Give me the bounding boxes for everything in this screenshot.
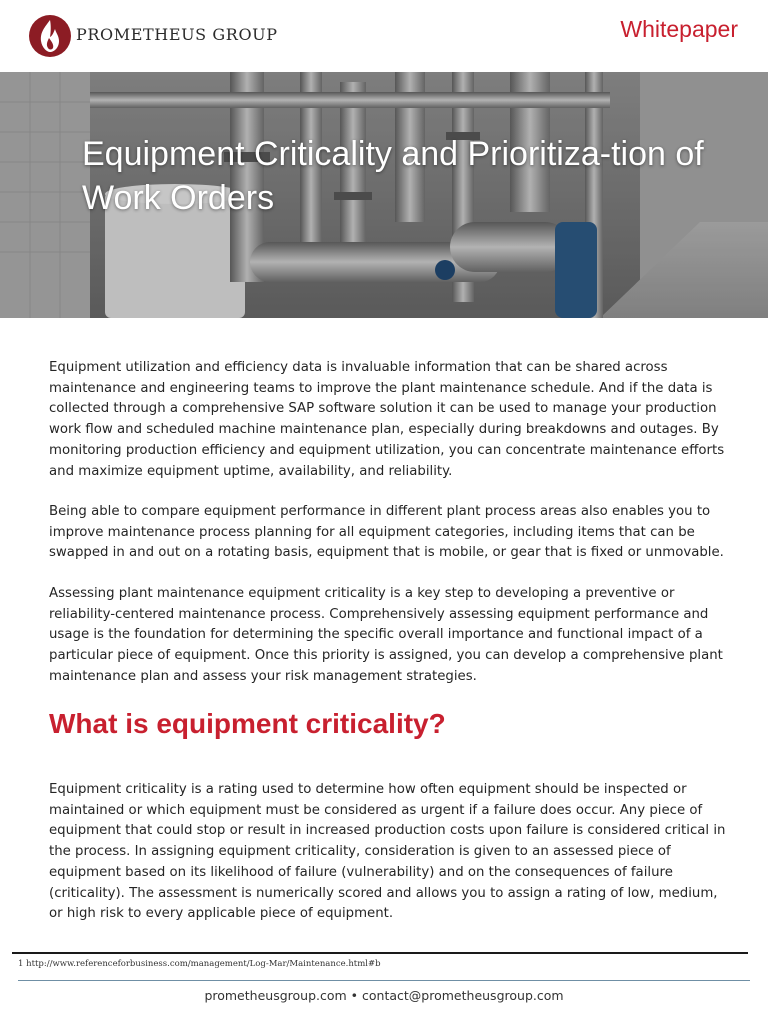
page-footer bbox=[0, 988, 768, 1003]
paragraph-equipment-utilization: Equipment utilization and efficiency data is invaluable information that can be shared across maintenance and engineering teams to improve the plant maintenance schedule. And if the data is collected through a comprehensive SAP software solution it can be used to manage your production work flow and scheduled machine maintenance plan, especially during breakdowns and outages. By monitoring production efficiency and equipment utilization, you can concentrate maintenance efforts and maximize equipment uptime, availability, and reliability. bbox=[49, 360, 725, 479]
footnote-reference: 1 http://www.referenceforbusiness.com/management/Log-Mar/Maintenance.html#b bbox=[18, 959, 381, 969]
page-header bbox=[0, 0, 768, 72]
brand-name: PROMETHEUS GROUP bbox=[76, 25, 278, 44]
website-link[interactable]: prometheusgroup.com bbox=[204, 988, 347, 1003]
hero-banner bbox=[0, 72, 768, 318]
document-type-label: Whitepaper bbox=[620, 16, 738, 42]
section-heading-equipment-criticality: What is equipment criticality? bbox=[49, 708, 446, 739]
paragraph-assessing-criticality: Assessing plant maintenance equipment criticality is a key step to developing a preventive or reliability-centered maintenance process. Comprehensively assessing equipment performance and usage is the foundation for determining the specific overall importance and functional impact of a particular piece of equipment. Once this priority is assigned, you can develop a comprehensive plant maintenance plan and assess your risk management strategies. bbox=[49, 586, 723, 684]
document-title: Equipment Criticality and Prioritiza-tion of Work Orders bbox=[82, 135, 704, 217]
paragraph-criticality-definition: Equipment criticality is a rating used to determine how often equipment should be inspected or maintained or which equipment must be considered as urgent if a failure does occur. Any piece of equipment that could stop or result in increased production costs upon failure is considered critical in the process. In assigning equipment criticality, consideration is given to an assessed piece of equipment based on its likelihood of failure (vulnerability) and on the consequences of failure (criticality). The assessment is numerically scored and allows you to assign a rating of low, medium, or high risk to every applicable piece of equipment. bbox=[49, 782, 726, 922]
contact-email-link[interactable]: contact@prometheusgroup.com bbox=[362, 988, 564, 1003]
footer-separator: • bbox=[350, 988, 359, 1003]
footer-divider bbox=[18, 980, 750, 981]
paragraph-compare-performance: Being able to compare equipment performance in different plant process areas also enables you to improve maintenance process planning for all equipment categories, including items that can be swapped in and out on a rotating basis, equipment that is mobile, or gear that is fixed or unmovable. bbox=[49, 504, 724, 561]
footnote-divider bbox=[12, 952, 748, 954]
prometheus-flame-logo-icon bbox=[28, 14, 72, 58]
